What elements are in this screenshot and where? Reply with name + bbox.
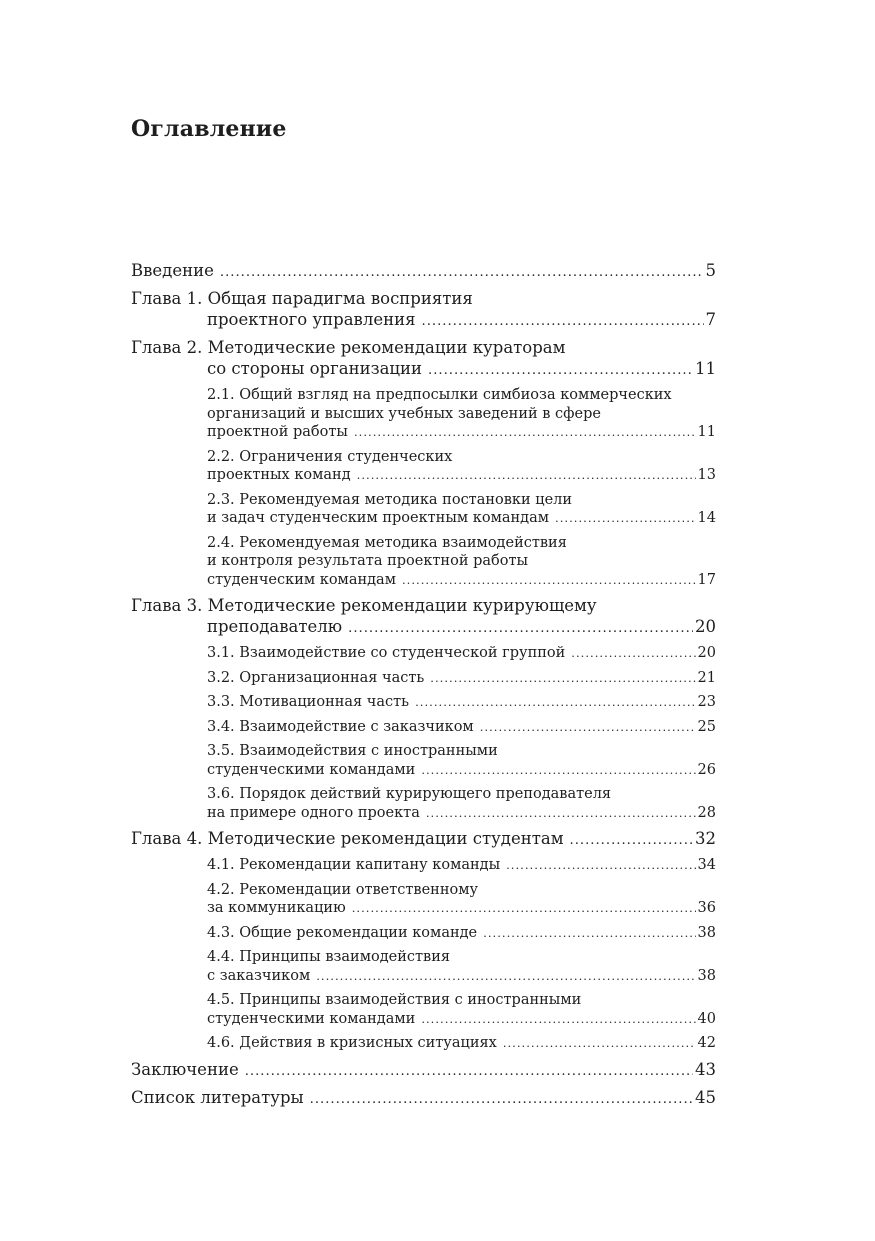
toc-chapter-entry[interactable] [131, 1087, 716, 1110]
toc-entry-title: проектного управления [207, 310, 416, 329]
toc-dot-leader [245, 1061, 693, 1082]
toc-section-entry[interactable] [207, 991, 716, 1028]
toc-entry-last-line [131, 309, 716, 332]
toc-section-entry[interactable] [207, 785, 716, 822]
toc-entry-last-line [207, 804, 716, 823]
toc-page-number: 38 [697, 924, 716, 941]
toc-page-number: 25 [697, 718, 716, 735]
toc-dot-leader [428, 360, 693, 381]
toc-entry-title: преподавателю [207, 617, 343, 636]
toc-entry-last-line [207, 644, 716, 663]
toc-page-number: 45 [695, 1087, 716, 1107]
toc-entry-title: студенческими командами [207, 1010, 416, 1027]
toc-dot-leader [357, 466, 696, 485]
toc-entry-title: со стороны организации [207, 359, 423, 378]
toc-page-number: 13 [697, 467, 716, 483]
toc-entry-last-line [207, 899, 716, 918]
page-title: Оглавление [131, 116, 287, 142]
toc-entry-last-line [207, 693, 716, 712]
toc-dot-leader [421, 1010, 695, 1029]
toc-page-number: 43 [695, 1059, 716, 1079]
toc-chapter-entry[interactable] [131, 260, 716, 283]
toc-entry-title-line: 2.2. Ограничения студенческих [207, 448, 453, 465]
toc-entry-title-line: 3.5. Взаимодействия с иностранными [207, 743, 498, 759]
toc-section-entry[interactable] [207, 448, 716, 485]
toc-entry-title: с заказчиком [207, 967, 311, 984]
toc-entry-title: Заключение [131, 1059, 239, 1079]
toc-entry-title-line: 2.1. Общий взгляд на предпосылки симбиоза коммерческих [207, 387, 672, 403]
toc-dot-leader [348, 618, 693, 639]
toc-dot-leader [430, 669, 695, 688]
toc-entry-title-line: 2.3. Рекомендуемая методика постановки цели [207, 491, 573, 508]
toc-page-number: 17 [697, 571, 716, 588]
toc-dot-leader [506, 856, 695, 875]
toc-entry-title: проектных команд [207, 467, 351, 483]
toc-chapter-entry[interactable] [131, 337, 716, 381]
toc-section-entry[interactable] [207, 742, 716, 779]
toc-entry-title-line: 4.4. Принципы взаимодействия [207, 949, 451, 965]
toc-dot-leader [415, 693, 695, 712]
toc-entry-title: 3.2. Организационная часть [207, 669, 425, 686]
toc-entry-last-line [207, 571, 716, 590]
toc-entry-title: Введение [131, 261, 214, 280]
toc-entry-title-line: 4.5. Принципы взаимодействия с иностранными [207, 992, 582, 1008]
toc-dot-leader [555, 509, 696, 528]
toc-entry-last-line [207, 1010, 716, 1029]
toc-entry-title: 3.3. Мотивационная часть [207, 694, 410, 710]
toc-chapter-entry[interactable] [131, 828, 716, 851]
toc-page-number: 11 [695, 359, 716, 378]
toc-entry-title-line: Глава 1. Общая парадигма восприятия [131, 289, 473, 308]
toc-entry-last-line [131, 1087, 716, 1110]
toc-section-entry[interactable] [207, 669, 716, 688]
toc-entry-title: студенческим командам [207, 571, 396, 588]
toc-entry-title-line: организаций и высших учебных заведений в сфере [207, 405, 601, 422]
toc-section-entry[interactable] [207, 644, 716, 663]
toc-section-entry[interactable] [207, 948, 716, 985]
toc-dot-leader [503, 1034, 696, 1053]
toc-entry-title: на примере одного проекта [207, 804, 420, 821]
toc-entry-last-line [131, 358, 716, 381]
toc-entry-last-line [131, 828, 716, 851]
toc-page-number: 26 [697, 761, 716, 778]
toc-page-number: 20 [695, 617, 716, 636]
toc-page-number: 11 [697, 424, 716, 440]
toc-page-number: 14 [697, 510, 716, 526]
toc-page-number: 36 [697, 900, 716, 916]
toc-page-number: 7 [705, 310, 716, 329]
toc-section-entry[interactable] [207, 856, 716, 875]
toc-entry-title-line: Глава 3. Методические рекомендации курирующему [131, 596, 597, 615]
toc-dot-leader [421, 761, 695, 780]
toc-entry-last-line [207, 718, 716, 737]
toc-section-entry[interactable] [207, 881, 716, 918]
toc-entry-last-line [131, 616, 716, 639]
toc-page-number: 23 [697, 694, 716, 710]
toc-dot-leader [310, 1089, 693, 1110]
toc-entry-title: 4.3. Общие рекомендации команде [207, 924, 478, 941]
toc-entry-title-line: Глава 2. Методические рекомендации кураторам [131, 338, 566, 357]
toc-dot-leader [352, 899, 696, 918]
toc-section-entry[interactable] [207, 534, 716, 590]
toc-entry-last-line [207, 856, 716, 875]
toc-dot-leader [422, 311, 704, 332]
toc-dot-leader [571, 644, 695, 663]
toc-entry-last-line [207, 924, 716, 943]
toc-entry-last-line [207, 509, 716, 528]
toc-page-number: 40 [697, 1010, 716, 1027]
toc-chapter-entry[interactable] [131, 288, 716, 332]
toc-entry-title-line: 4.2. Рекомендации ответственному [207, 881, 479, 898]
toc-page-number: 5 [705, 261, 716, 280]
toc-dot-leader [480, 718, 696, 737]
toc-dot-leader [316, 967, 695, 986]
toc-page-number: 20 [697, 645, 716, 661]
toc-dot-leader [483, 924, 695, 943]
toc-entry-last-line [207, 466, 716, 485]
toc-section-entry[interactable] [207, 1034, 716, 1053]
toc-page-number: 21 [697, 669, 716, 686]
toc-section-entry[interactable] [207, 491, 716, 528]
toc-page-number: 32 [695, 829, 716, 848]
toc-entry-last-line [207, 669, 716, 688]
toc-entry-last-line [207, 423, 716, 442]
toc-entry-title-line: и контроля результата проектной работы [207, 553, 529, 569]
toc-dot-leader [354, 423, 696, 442]
toc-section-entry[interactable] [207, 924, 716, 943]
toc-page-number: 38 [697, 967, 716, 984]
toc-entry-title: Список литературы [131, 1087, 304, 1107]
toc-entry-title: 4.6. Действия в кризисных ситуациях [207, 1035, 497, 1051]
toc-entry-title: 3.1. Взаимодействие со студенческой группой [207, 645, 566, 661]
toc-page-number: 42 [697, 1035, 716, 1051]
toc-entry-title: за коммуникацию [207, 900, 346, 916]
toc-entry-title: Глава 4. Методические рекомендации студентам [131, 829, 564, 848]
toc-entry-title: проектной работы [207, 424, 348, 440]
toc-entry-title: и задач студенческим проектным командам [207, 510, 550, 526]
toc-section-entry[interactable] [207, 693, 716, 712]
toc-dot-leader [220, 262, 704, 283]
toc-entry-title-line: 3.6. Порядок действий курирующего преподавателя [207, 786, 612, 802]
toc-entry-last-line [207, 967, 716, 986]
toc-entry-title: 4.1. Рекомендации капитану команды [207, 857, 501, 873]
toc-entry-title-line: 2.4. Рекомендуемая методика взаимодействия [207, 534, 567, 551]
toc-entry-last-line [131, 260, 716, 283]
toc-entry-title: студенческими командами [207, 761, 416, 778]
toc-entry-last-line [207, 761, 716, 780]
toc-entry-last-line [207, 1034, 716, 1053]
toc-entry-title: 3.4. Взаимодействие с заказчиком [207, 718, 474, 735]
toc-dot-leader [402, 571, 696, 590]
table-of-contents [0, 260, 875, 1115]
toc-page-number: 28 [697, 804, 716, 821]
toc-chapter-entry[interactable] [131, 1059, 716, 1082]
toc-dot-leader [426, 804, 696, 823]
toc-section-entry[interactable] [207, 718, 716, 737]
toc-chapter-entry[interactable] [131, 595, 716, 639]
toc-entry-last-line [131, 1059, 716, 1082]
toc-page-number: 34 [697, 857, 716, 873]
toc-section-entry[interactable] [207, 386, 716, 442]
toc-dot-leader [570, 830, 693, 851]
